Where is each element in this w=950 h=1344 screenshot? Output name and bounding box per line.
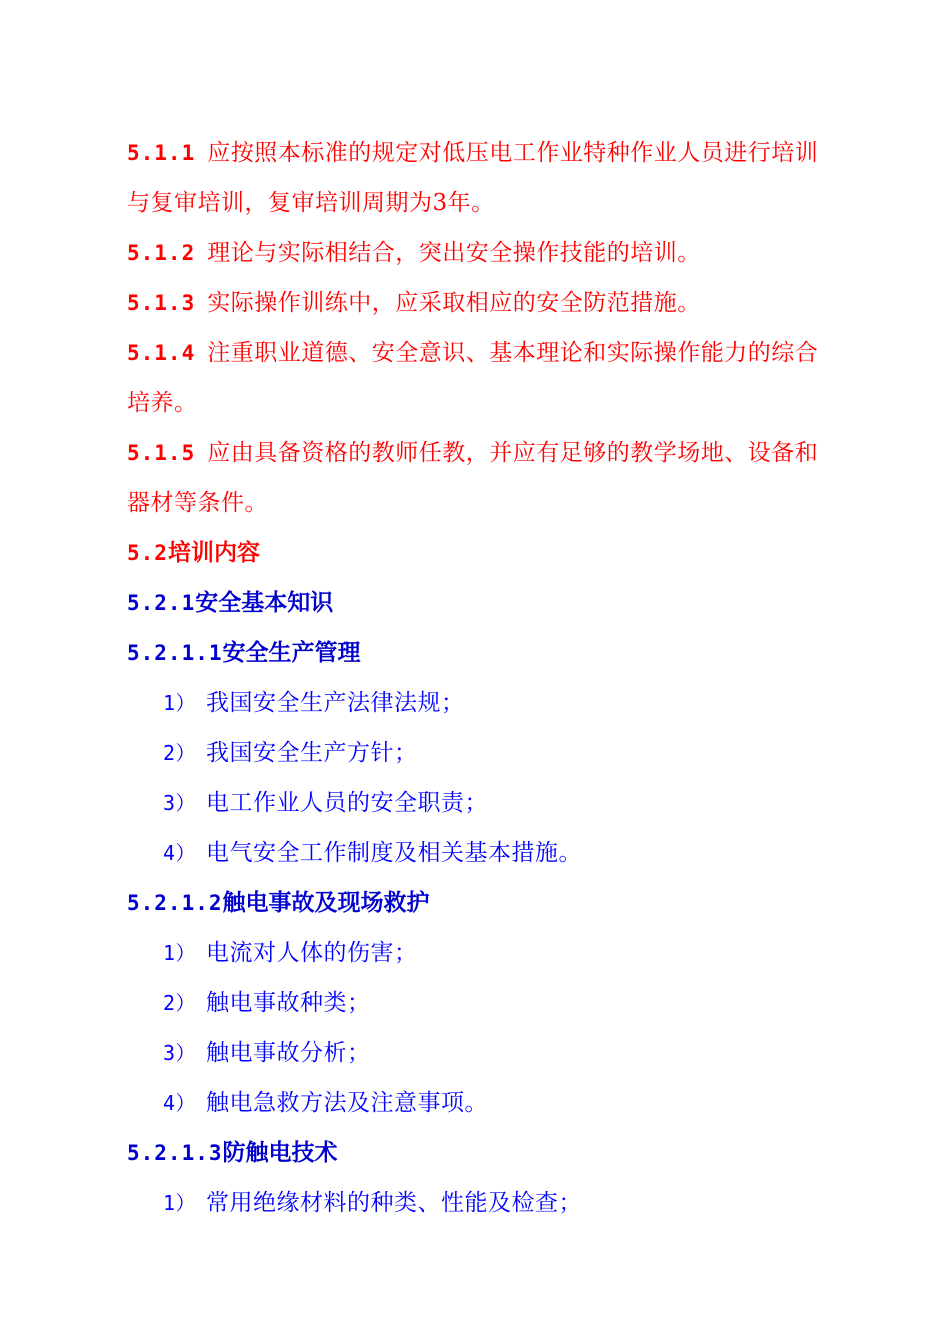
section-heading-5-2	[127, 528, 827, 578]
section-title: 安全基本知识	[195, 589, 334, 616]
clause-number: 5.1.4	[127, 341, 196, 365]
section-number: 5.2	[127, 541, 168, 565]
list-item	[127, 828, 827, 878]
section-heading-5-2-1-2	[127, 878, 827, 928]
section-title: 防触电技术	[222, 1139, 338, 1166]
section-number: 5.2.1	[127, 591, 196, 615]
document-content	[127, 128, 827, 1228]
clause-5-1-2	[127, 228, 827, 278]
clause-text: 实际操作训练中，应采取相应的安全防范措施。	[207, 290, 701, 316]
section-heading-5-2-1-1	[127, 628, 827, 678]
section-title: 触电事故及现场救护	[222, 889, 430, 916]
clause-number: 5.1.3	[127, 291, 196, 315]
list-item	[127, 978, 827, 1028]
section-title: 安全生产管理	[222, 639, 361, 666]
list-item-text: 触电事故分析；	[206, 1040, 371, 1066]
list-item	[127, 1078, 827, 1128]
clause-5-1-5	[127, 428, 827, 528]
section-number: 5.2.1.3	[127, 1141, 223, 1165]
section-title: 培训内容	[167, 539, 260, 566]
clause-text: 注重职业道德、安全意识、基本理论和实际操作能力的综合培养。	[127, 340, 819, 416]
list-item-text: 电流对人体的伤害；	[206, 940, 418, 966]
clause-number: 5.1.2	[127, 241, 196, 265]
section-number: 5.2.1.2	[127, 891, 223, 915]
list-item	[127, 678, 827, 728]
list-item-text: 触电事故种类；	[206, 990, 371, 1016]
section-heading-5-2-1	[127, 578, 827, 628]
clause-5-1-4	[127, 328, 827, 428]
clause-5-1-3	[127, 278, 827, 328]
clause-text: 应由具备资格的教师任教，并应有足够的教学场地、设备和器材等条件。	[127, 440, 819, 516]
list-item-text: 电工作业人员的安全职责；	[206, 790, 489, 816]
list-item-number: 2）	[163, 741, 197, 765]
list-item	[127, 778, 827, 828]
list-item-text: 常用绝缘材料的种类、性能及检查；	[206, 1190, 583, 1216]
list-item-number: 4）	[163, 841, 197, 865]
list-item-number: 2）	[163, 991, 197, 1015]
list-item	[127, 928, 827, 978]
list-item	[127, 728, 827, 778]
clause-text: 理论与实际相结合，突出安全操作技能的培训。	[207, 240, 701, 266]
list-item-text: 电气安全工作制度及相关基本措施。	[206, 840, 583, 866]
list-item-number: 1）	[163, 691, 197, 715]
clause-number: 5.1.5	[127, 441, 196, 465]
list-item-number: 1）	[163, 1191, 197, 1215]
list-item-number: 1）	[163, 941, 197, 965]
section-number: 5.2.1.1	[127, 641, 223, 665]
clause-5-1-1	[127, 128, 827, 228]
list-item	[127, 1028, 827, 1078]
section-heading-5-2-1-3	[127, 1128, 827, 1178]
clause-text: 应按照本标准的规定对低压电工作业特种作业人员进行培训与复审培训，复审培训周期为3年。	[127, 140, 819, 216]
list-item-text: 触电急救方法及注意事项。	[206, 1090, 489, 1116]
list-item-number: 3）	[163, 1041, 197, 1065]
list-item-number: 4）	[163, 1091, 197, 1115]
list-item-text: 我国安全生产方针；	[206, 740, 418, 766]
clause-number: 5.1.1	[127, 141, 196, 165]
list-item-text: 我国安全生产法律法规；	[206, 690, 465, 716]
list-item	[127, 1178, 827, 1228]
list-item-number: 3）	[163, 791, 197, 815]
